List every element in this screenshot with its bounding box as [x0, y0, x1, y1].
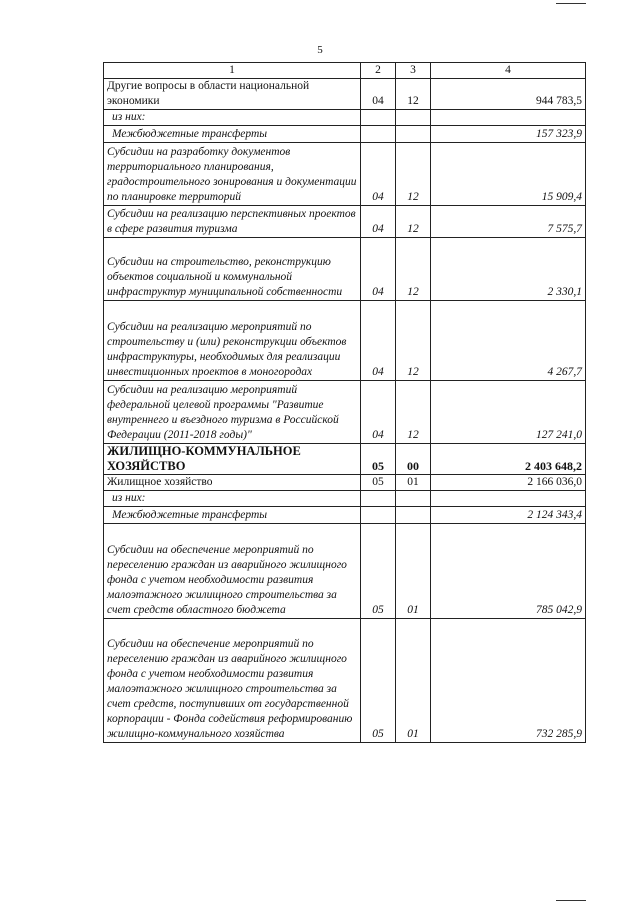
row-name-cell: ЖИЛИЩНО-КОММУНАЛЬНОЕ ХОЗЯЙСТВО — [104, 444, 361, 475]
row-name-cell: Другие вопросы в области национальной экономики — [104, 79, 361, 110]
table-row — [104, 206, 586, 238]
table-row — [104, 301, 586, 381]
row-subsection-cell: 01 — [396, 524, 431, 619]
row-subsection-cell: 12 — [396, 206, 431, 238]
row-amount-cell: 157 323,9 — [431, 126, 586, 143]
row-name-cell: Субсидии на реализацию мероприятий по строительству и (или) реконструкции объектов инфраструктуры, необходимых для реализации инвестиционных проектов в моногородах — [104, 301, 361, 381]
table-row — [104, 381, 586, 444]
row-amount-cell — [431, 110, 586, 126]
row-subsection-cell: 01 — [396, 475, 431, 491]
row-amount-cell: 732 285,9 — [431, 619, 586, 743]
row-name-cell: из них: — [104, 491, 361, 507]
row-name-cell: Субсидии на реализацию мероприятий федеральной целевой программы "Развитие внутреннего и въездного туризма в Российской Федерации (2011-2018 годы)" — [104, 381, 361, 444]
row-amount-cell: 15 909,4 — [431, 143, 586, 206]
scan-mark-bottom — [556, 900, 586, 901]
header-cell-3: 3 — [396, 63, 431, 79]
row-subsection-cell: 01 — [396, 619, 431, 743]
row-section-cell — [361, 507, 396, 524]
row-section-cell: 04 — [361, 206, 396, 238]
table-row — [104, 619, 586, 743]
row-amount-cell: 127 241,0 — [431, 381, 586, 444]
table-header-row — [104, 63, 586, 79]
table-row — [104, 475, 586, 491]
table-row — [104, 524, 586, 619]
scan-mark-top — [556, 3, 586, 4]
row-section-cell — [361, 126, 396, 143]
row-section-cell: 04 — [361, 301, 396, 381]
budget-table — [103, 62, 586, 743]
row-subsection-cell: 12 — [396, 79, 431, 110]
row-amount-cell: 944 783,5 — [431, 79, 586, 110]
row-subsection-cell — [396, 491, 431, 507]
row-subsection-cell: 00 — [396, 444, 431, 475]
table-row — [104, 507, 586, 524]
table-row — [104, 79, 586, 110]
row-section-cell: 04 — [361, 381, 396, 444]
row-name-cell: Субсидии на реализацию перспективных проектов в сфере развития туризма — [104, 206, 361, 238]
table-row — [104, 110, 586, 126]
row-section-cell — [361, 491, 396, 507]
table-row — [104, 444, 586, 475]
page-number: 5 — [317, 44, 323, 56]
row-amount-cell: 4 267,7 — [431, 301, 586, 381]
row-subsection-cell — [396, 507, 431, 524]
row-name-cell: Субсидии на обеспечение мероприятий по переселению граждан из аварийного жилищного фонда с учетом необходимости развития малоэтажного жилищного строительства за счет средств областного бюджета — [104, 524, 361, 619]
header-cell-4: 4 — [431, 63, 586, 79]
row-subsection-cell — [396, 110, 431, 126]
header-cell-2: 2 — [361, 63, 396, 79]
row-amount-cell: 785 042,9 — [431, 524, 586, 619]
row-name-cell: Субсидии на обеспечение мероприятий по переселению граждан из аварийного жилищного фонда с учетом необходимости развития малоэтажного жилищного строительства за счет средств, поступивших от государственной корпорации - Фонда содействия реформированию жилищно-коммунального хозяйства — [104, 619, 361, 743]
row-amount-cell: 2 403 648,2 — [431, 444, 586, 475]
row-amount-cell: 7 575,7 — [431, 206, 586, 238]
row-section-cell: 04 — [361, 238, 396, 301]
row-amount-cell: 2 124 343,4 — [431, 507, 586, 524]
row-subsection-cell: 12 — [396, 301, 431, 381]
row-amount-cell — [431, 491, 586, 507]
row-section-cell: 05 — [361, 619, 396, 743]
row-name-cell: из них: — [104, 110, 361, 126]
table-row — [104, 126, 586, 143]
row-subsection-cell: 12 — [396, 381, 431, 444]
row-section-cell — [361, 110, 396, 126]
header-cell-1: 1 — [104, 63, 361, 79]
row-section-cell: 04 — [361, 143, 396, 206]
row-section-cell: 04 — [361, 79, 396, 110]
row-name-cell: Межбюджетные трансферты — [104, 126, 361, 143]
row-amount-cell: 2 330,1 — [431, 238, 586, 301]
row-name-cell: Субсидии на строительство, реконструкцию объектов социальной и коммунальной инфраструктур муниципальной собственности — [104, 238, 361, 301]
row-subsection-cell — [396, 126, 431, 143]
table-row — [104, 491, 586, 507]
row-name-cell: Субсидии на разработку документов территориального планирования, градостроительного зонирования и документации по планировке территорий — [104, 143, 361, 206]
row-name-cell: Жилищное хозяйство — [104, 475, 361, 491]
row-name-cell: Межбюджетные трансферты — [104, 507, 361, 524]
row-subsection-cell: 12 — [396, 143, 431, 206]
row-section-cell: 05 — [361, 444, 396, 475]
row-subsection-cell: 12 — [396, 238, 431, 301]
row-section-cell: 05 — [361, 475, 396, 491]
table-row — [104, 143, 586, 206]
table-row — [104, 238, 586, 301]
row-amount-cell: 2 166 036,0 — [431, 475, 586, 491]
row-section-cell: 05 — [361, 524, 396, 619]
